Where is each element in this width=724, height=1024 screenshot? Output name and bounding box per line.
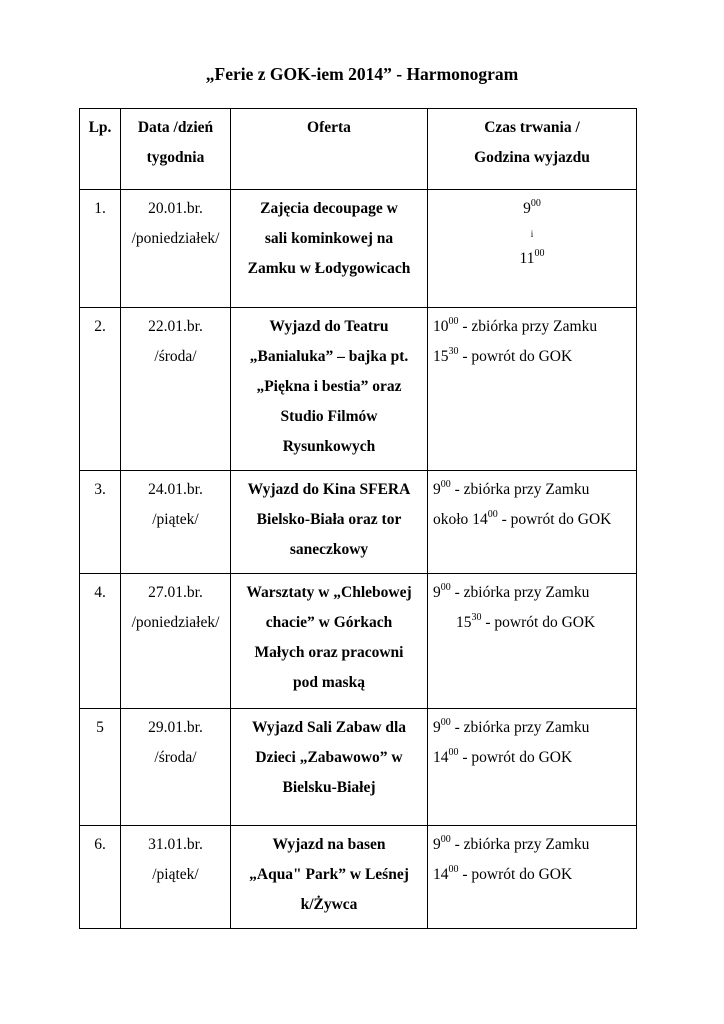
cell-offer [231,190,428,308]
offer-line: chacie” w Górkach [265,614,393,631]
time-return: $15^{30}$ - powrót do GOK [433,346,573,365]
offer-line: Zajęcia decoupage w [260,200,398,217]
header-date [121,109,231,190]
header-offer: Oferta [231,109,428,190]
time-start [428,194,636,224]
time-gather: $9^{00}$ - zbiórka przy Zamku [433,717,590,736]
cell-offer [231,308,428,471]
schedule-table [79,108,637,929]
table-row [80,471,637,574]
offer-line: Bielsko-Biała oraz tor [256,511,402,528]
start-minutes: 00 [530,198,541,209]
cell-lp: 1. [80,190,121,308]
header-date-line2: tygodnia [146,149,205,166]
cell-lp: 2. [80,308,121,471]
time-gather: $10^{00}$ - zbiórka przy Zamku [433,316,598,335]
cell-time [428,190,637,308]
offer-line: „Banialuka” – bajka pt. [249,348,409,365]
offer-line: Wyjazd do Teatru [269,318,389,335]
offer-line: „Aqua" Park” w Leśnej [249,866,409,883]
header-time [428,109,637,190]
end-hour: 11 [519,250,535,267]
table-row [80,190,637,308]
header-time-line1: Czas trwania / [484,119,580,136]
date-text: 29.01.br. [148,719,203,736]
day-text: /środa/ [154,749,197,766]
header-time-line2: Godzina wyjazdu [474,149,590,166]
offer-line: Zamku w Łodygowicach [247,260,411,277]
page-title: „Ferie z GOK-iem 2014” - Harmonogram [205,64,519,84]
time-return: $14^{00}$ - powrót do GOK [433,864,573,883]
offer-line: „Piękna i bestia” oraz [256,378,402,395]
cell-offer [231,709,428,826]
table-row [80,574,637,709]
cell-lp: 6. [80,826,121,929]
date-text: 27.01.br. [148,584,203,601]
day-text: /piątek/ [152,511,199,528]
start-hour: 9 [523,200,531,217]
cell-offer [231,574,428,709]
date-text: 22.01.br. [148,318,203,335]
time-gather: $9^{00}$ - zbiórka przy Zamku [433,834,590,853]
cell-date [121,308,231,471]
offer-line: sali kominkowej na [264,230,394,247]
cell-offer [231,826,428,929]
cell-date [121,826,231,929]
cell-time [428,709,637,826]
table-row [80,826,637,929]
table-row [80,308,637,471]
offer-line: pod maską [293,674,365,691]
day-text: /piątek/ [152,866,199,883]
cell-offer [231,471,428,574]
offer-line: Wyjazd do Kina SFERA [247,481,411,498]
time-end [428,244,636,274]
time-joiner: i [530,229,534,239]
time-gather: $9^{00}$ - zbiórka przy Zamku [433,582,590,601]
day-text: /poniedziałek/ [131,614,220,631]
cell-time [428,308,637,471]
end-minutes: 00 [534,248,545,259]
offer-line: Wyjazd na basen [272,836,386,853]
date-text: 24.01.br. [148,481,203,498]
offer-line: Rysunkowych [282,438,376,455]
table-row [80,709,637,826]
offer-line: Dzieci „Zabawowo” w [255,749,403,766]
offer-line: Wyjazd Sali Zabaw dla [251,719,407,736]
offer-line: saneczkowy [289,541,369,558]
cell-lp: 3. [80,471,121,574]
cell-lp: 5 [80,709,121,826]
time-return: $14^{00}$ - powrót do GOK [433,747,573,766]
header-date-line1: Data /dzień [137,119,214,136]
date-text: 20.01.br. [148,200,203,217]
header-lp: Lp. [80,109,121,190]
cell-date [121,574,231,709]
cell-date [121,709,231,826]
table-header-row [80,109,637,190]
cell-lp: 4. [80,574,121,709]
time-return: około $14^{00}$ - powrót do GOK [433,509,612,528]
date-text: 31.01.br. [148,836,203,853]
cell-time [428,574,637,709]
offer-line: Małych oraz pracowni [254,644,404,661]
time-gather: $9^{00}$ - zbiórka przy Zamku [433,479,590,498]
cell-date [121,471,231,574]
offer-line: Studio Filmów [280,408,378,425]
cell-time [428,826,637,929]
cell-date [121,190,231,308]
time-return: $15^{30}$ - powrót do GOK [456,612,596,631]
cell-time [428,471,637,574]
offer-line: Bielsku-Białej [282,779,376,796]
day-text: /poniedziałek/ [131,230,220,247]
day-text: /środa/ [154,348,197,365]
offer-line: k/Żywca [300,896,358,913]
offer-line: Warsztaty w „Chlebowej [246,584,412,601]
